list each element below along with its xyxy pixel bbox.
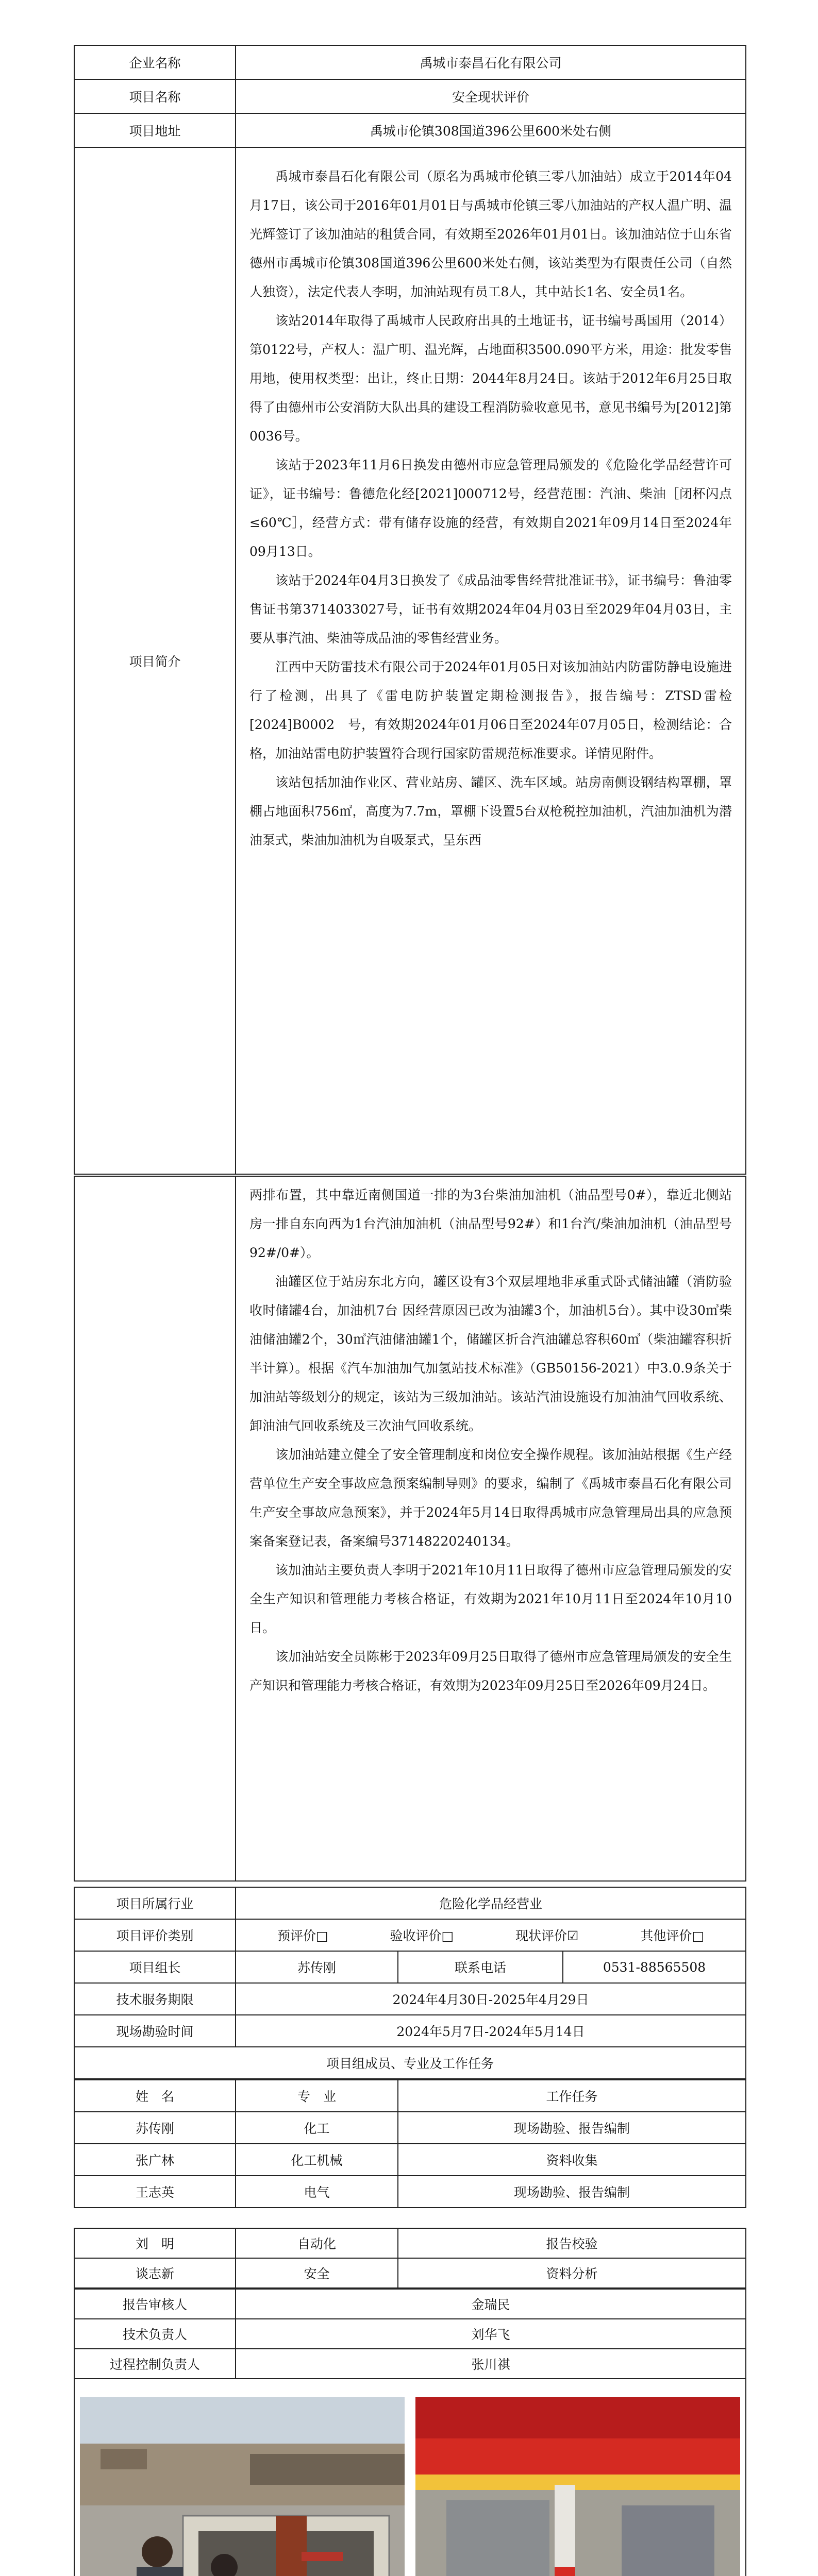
member-task: 资料收集 xyxy=(398,2144,746,2176)
category-options xyxy=(236,1919,746,1951)
table-row xyxy=(74,2258,746,2288)
member-name: 刘 明 xyxy=(74,2228,236,2258)
intro-paragraph: 该站于2023年11月6日换发由德州市应急管理局颁发的《危险化学品经营许可证》，证书编号：鲁德危化经[2021]000712号，经营范围：汽油、柴油［闭杯闪点≤60℃］，经营方式：带有储存设施的经营，有效期自2021年09月14日至2024年09月13日。 xyxy=(249,457,732,559)
member-major: 化工机械 xyxy=(236,2144,398,2176)
member-name: 王志英 xyxy=(74,2176,236,2208)
table-row xyxy=(74,2112,746,2144)
industry-value: 危险化学品经营业 xyxy=(236,1887,746,1919)
intro-paragraph: 油罐区位于站房东北方向，罐区设有3个双层埋地非承重式卧式储油罐（消防验收时储罐4台，加油机7台 因经营原因已改为油罐3个，加油机5台）。其中设30㎥柴油储油罐2个，30㎥汽油储油罐1个，储罐区折合汽油罐总容积60㎥（柴油罐容积折半计算）。根据《汽车加油加气加氢站技术标准》（GB50156-2021）中3.0.9条关于加油站等级划分的规定，该站为三级加油站。该站汽油设施设有加油油气回收系统、卸油油气回收系统及三次油气回收系统。 xyxy=(249,1274,732,1433)
category-option-acceptance: 验收评价□ xyxy=(390,1928,454,1943)
member-major: 化工 xyxy=(236,2112,398,2144)
site-photos xyxy=(74,2379,746,2576)
reviewer-label: 报告审核人 xyxy=(74,2289,236,2319)
category-option-status: 现状评价☑ xyxy=(515,1928,579,1943)
intro-paragraph: 禹城市泰昌石化有限公司（原名为禹城市伦镇三零八加油站）成立于2014年04月17日，该公司于2016年01月01日与禹城市伦镇三零八加油站的产权人温广明、温光辉签订了该加油站的租赁合同，有效期至2026年01月01日。该加油站位于山东省德州市禹城市伦镇308国道396公里600米处右侧，该站类型为有限责任公司（自然人独资），法定代表人李明，加油站现有员工8人，其中站长1名、安全员1名。 xyxy=(249,169,732,299)
phone-label: 联系电话 xyxy=(398,1951,563,1983)
member-name: 谈志新 xyxy=(74,2258,236,2288)
intro-paragraph: 该站于2024年04月3日换发了《成品油零售经营批准证书》，证书编号：鲁油零售证书第3714033027号，证书有效期2024年04月03日至2029年04月03日，主要从事汽油、柴油等成品油的零售经营业务。 xyxy=(249,573,732,646)
category-option-pre: 预评价□ xyxy=(277,1928,328,1943)
company-label: 企业名称 xyxy=(74,45,236,79)
members-header-task: 工作任务 xyxy=(398,2080,746,2112)
tech-lead-value: 刘华飞 xyxy=(236,2319,746,2349)
leader-label: 项目组长 xyxy=(74,1951,236,1983)
project-address-value: 禹城市伦镇308国道396公里600米处右侧 xyxy=(236,113,746,147)
intro-paragraph: 该加油站安全员陈彬于2023年09月25日取得了德州市应急管理局颁发的安全生产知识和管理能力考核合格证，有效期为2023年09月25日至2026年09月24日。 xyxy=(249,1649,732,1693)
project-address-label: 项目地址 xyxy=(74,113,236,147)
project-intro-label: 项目简介 xyxy=(74,147,236,1174)
process-lead-value: 张川祺 xyxy=(236,2349,746,2379)
intro-paragraph: 该站2014年取得了禹城市人民政府出具的土地证书，证书编号禹国用（2014）第0122号，产权人：温广明、温光辉，占地面积3500.090平方米，用途：批发零售用地，使用权类型：出让，终止日期：2044年8月24日。该站于2012年6月25日取得了由德州市公安消防大队出具的建设工程消防验收意见书，意见书编号为[2012]第0036号。 xyxy=(249,313,732,444)
project-name-label: 项目名称 xyxy=(74,79,236,113)
phone-value: 0531-88565508 xyxy=(563,1951,746,1983)
industry-label: 项目所属行业 xyxy=(74,1887,236,1919)
intro-paragraph: 两排布置，其中靠近南侧国道一排的为3台柴油加油机（油品型号0#），靠近北侧站房一排自东向西为1台汽油加油机（油品型号92#）和1台汽/柴油加油机（油品型号92#/0#）。 xyxy=(249,1188,732,1260)
survey-time-label: 现场勘验时间 xyxy=(74,2015,236,2047)
process-lead-label: 过程控制负责人 xyxy=(74,2349,236,2379)
member-major: 安全 xyxy=(236,2258,398,2288)
project-name-value: 安全现状评价 xyxy=(236,79,746,113)
project-intro-text xyxy=(236,147,746,1174)
project-intro-text-continued xyxy=(236,1176,746,1881)
report-page-3 xyxy=(74,2228,745,2576)
intro-paragraph: 该站包括加油作业区、营业站房、罐区、洗车区域。站房南侧设钢结构罩棚，罩棚占地面积756㎡，高度为7.7m，罩棚下设置5台双枪税控加油机，汽油加油机为潜油泵式，柴油加油机为自吸泵式，呈东西 xyxy=(249,775,732,848)
table-row xyxy=(74,2144,746,2176)
member-major: 自动化 xyxy=(236,2228,398,2258)
report-page-2 xyxy=(74,1176,745,2208)
category-label: 项目评价类别 xyxy=(74,1919,236,1951)
company-value: 禹城市泰昌石化有限公司 xyxy=(236,45,746,79)
survey-time-value: 2024年5月7日-2024年5月14日 xyxy=(236,2015,746,2047)
category-option-other: 其他评价□ xyxy=(640,1928,705,1943)
members-header-major: 专 业 xyxy=(236,2080,398,2112)
member-task: 现场勘验、报告编制 xyxy=(398,2176,746,2208)
intro-continued-label-cell xyxy=(74,1176,236,1881)
members-header-name: 姓 名 xyxy=(74,2080,236,2112)
reviewer-value: 金瑞民 xyxy=(236,2289,746,2319)
service-period-value: 2024年4月30日-2025年4月29日 xyxy=(236,1983,746,2015)
tech-lead-label: 技术负责人 xyxy=(74,2319,236,2349)
member-name: 苏传刚 xyxy=(74,2112,236,2144)
table-row xyxy=(74,2228,746,2258)
members-title: 项目组成员、专业及工作任务 xyxy=(74,2047,746,2079)
leader-name: 苏传刚 xyxy=(236,1951,398,1983)
report-page-1 xyxy=(74,45,745,1175)
member-major: 电气 xyxy=(236,2176,398,2208)
service-period-label: 技术服务期限 xyxy=(74,1983,236,2015)
intro-paragraph: 江西中天防雷技术有限公司于2024年01月05日对该加油站内防雷防静电设施进行了检测，出具了《雷电防护装置定期检测报告》，报告编号：ZTSD雷检[2024]B0002 号，有效期2024年01月06日至2024年07月05日，检测结论：合格，加油站雷电防护装置符合现行国家防雷规范标准要求。详情见附件。 xyxy=(249,659,732,761)
member-task: 现场勘验、报告编制 xyxy=(398,2112,746,2144)
intro-paragraph: 该加油站建立健全了安全管理制度和岗位安全操作规程。该加油站根据《生产经营单位生产安全事故应急预案编制导则》的要求，编制了《禹城市泰昌石化有限公司生产安全事故应急预案》，并于2024年5月14日取得禹城市应急管理局出具的应急预案备案登记表，备案编号3714822024013​4。 xyxy=(249,1447,732,1549)
site-inspection-photo xyxy=(80,2397,405,2576)
member-task: 资料分析 xyxy=(398,2258,746,2288)
table-row xyxy=(74,2176,746,2208)
intro-paragraph: 该加油站主要负责人李明于2021年10月11日取得了德州市应急管理局颁发的安全生产知识和管理能力考核合格证，有效期为2021年10月11日至2024年10月10日。 xyxy=(249,1563,732,1635)
member-task: 报告校验 xyxy=(398,2228,746,2258)
gas-station-photo xyxy=(415,2397,740,2576)
member-name: 张广林 xyxy=(74,2144,236,2176)
